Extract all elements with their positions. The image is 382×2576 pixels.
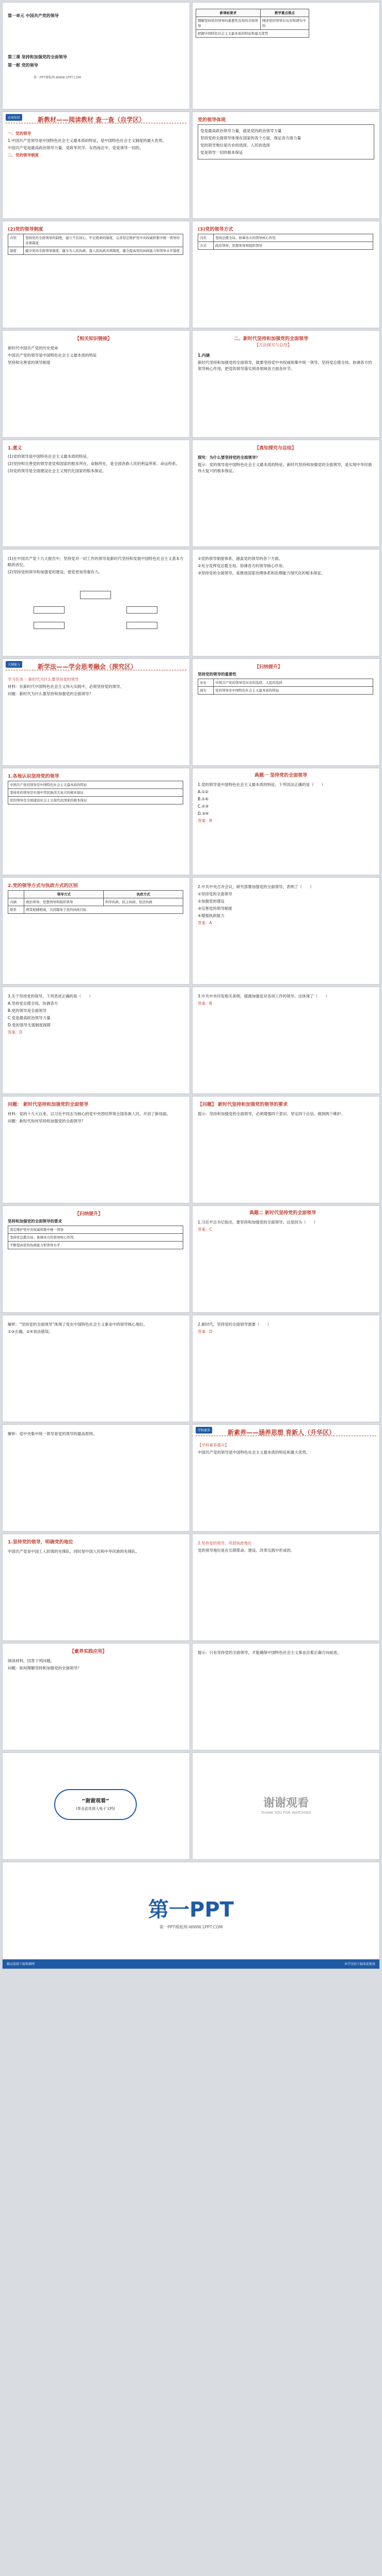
slide-awareness: [2, 768, 190, 875]
option-c[interactable]: C.②③: [198, 804, 209, 809]
quiz-answer: 答案：C: [198, 1227, 212, 1232]
quiz-answer: 答案：B: [198, 818, 212, 823]
cell-standard: 理解坚持党的领导的重要性及党的全面领导: [196, 17, 261, 30]
slide-summary: [192, 658, 380, 766]
brand-text: 第一PPT模板网-WWW.1PPT.COM: [34, 76, 82, 79]
cell-extra: 把握中国特色社会主义最本质的特征和最大优势: [196, 30, 309, 38]
slide-analysis1: [2, 1315, 190, 1422]
summary-heading: 坚持和加强党的全面领导的要求: [8, 1219, 62, 1223]
slide-quiz2: [192, 877, 380, 985]
inquiry-question: 探究：为什么要坚持党的全面领导？: [198, 455, 260, 460]
row-text: 健全党的全面领导制度，健全为人民执政、靠人民执政各项制度，健全提高党的执政能力和领导水平制度: [24, 247, 183, 255]
slide-thanks-link: [2, 1752, 190, 1860]
slide-significance: [2, 440, 190, 547]
para-3: ③坚持党的全面领导，是推进国家治理体系和治理能力现代化的根本保证。: [198, 571, 325, 575]
slide-heading: 【素养实践应用】: [70, 1649, 107, 1654]
slide-analysis2: [2, 1424, 190, 1532]
slide-inquiry: [192, 440, 380, 547]
frame-title: 第一框 党的领导: [8, 63, 38, 68]
slide-summary2: [2, 1205, 190, 1313]
point-4: 党是领导一切的根本保证: [200, 150, 243, 155]
slide-literacy: [192, 1424, 380, 1532]
para-1: ①党的领导制度体系，涵盖党的领导的各个方面。: [198, 556, 283, 561]
link-2: 中国共产党的领导是中国特色社会主义最本质的特征: [8, 353, 97, 358]
header-standard: 新课标要求: [196, 9, 261, 17]
option-a[interactable]: A.坚持党总揽全局、协调各方: [8, 1001, 58, 1006]
slide-heading: 二、新时代坚持和加强党的全面领导: [234, 336, 309, 342]
mindmap-node: [126, 606, 157, 614]
thanks-subheading: THANK YOU FOR WATCHING: [261, 1811, 311, 1815]
header-key: 教学重点难点: [260, 9, 309, 17]
quiz-answer: 答案：A: [198, 921, 212, 925]
task-material: 材料：在新时代中国特色社会主义伟大实践中，必须坚持党的领导。: [8, 684, 124, 689]
lesson-title: 第三课 坚持和加强党的全面领导: [8, 55, 67, 59]
quiz-answer: 答案：D: [198, 1329, 213, 1334]
reading-p2: 中国共产党是最高政治领导力量，党政军民学、东西南北中，党是领导一切的。: [8, 146, 144, 150]
option-a[interactable]: ①坚持党的全面领导: [198, 892, 232, 896]
footer-left: 精品优质下载资源网: [7, 1962, 35, 1966]
slide-heading: (3)党的领导方式: [198, 227, 233, 232]
option-d[interactable]: D.党的领导无需制度保障: [8, 1023, 51, 1027]
slide-points: [192, 549, 380, 656]
para-2: ②充分发挥党总揽全局、协调各方的领导核心作用。: [198, 564, 286, 568]
inquiry-hint: 提示：党的领导是中国特色社会主义最本质的特征。新时代坚持和加强党的全面领导，是实现中华民族伟大复兴的根本保证。: [198, 462, 372, 473]
slide-mindmap: [2, 549, 190, 656]
objectives-table: [196, 9, 309, 38]
cell-govern: 科学执政、民主执政、依法执政: [104, 898, 183, 906]
thanks-sub: (单击此处进入电子文档): [76, 1807, 115, 1811]
slide-status: [2, 1534, 190, 1641]
row-label: 制度: [8, 247, 24, 255]
point-3: 党的领导地位是历史的选择、人民的选择: [200, 143, 270, 148]
slide-system: [2, 221, 190, 328]
slide-hint: [192, 1643, 380, 1750]
row-label: 现实: [198, 687, 214, 695]
slide-quiz5: [192, 1205, 380, 1313]
quiz-question: 3.中共中央印发相关条例，强调加强党对各项工作的领导。这体现了（ ）: [198, 994, 329, 999]
mindmap-node: [34, 606, 65, 614]
summary-heading: 坚持党的领导的重要性: [198, 672, 236, 677]
slide-links: [2, 330, 190, 438]
module-title: 新素养——涵养思想 育新人（升华区）: [228, 1429, 336, 1436]
system-table: [8, 234, 183, 255]
option-d[interactable]: D.③④: [198, 811, 209, 816]
module-badge: 学科素养: [196, 1427, 212, 1434]
task-question: 问题：新时代为什么要坚持和加强党的全面领导？: [8, 691, 93, 696]
row-text: 不断提高党的执政能力和领导水平: [8, 1242, 183, 1249]
cell-key: 阐述党的领导在历史和现实中的: [260, 17, 309, 30]
slide-quiz3: [2, 987, 190, 1094]
slide-heading: 【问题】 新时代坚持和加强党的领导的要求: [198, 1102, 288, 1107]
quiz-question: 1.习近平总书记指出，要坚持和加强党的全面领导。这是因为（ ）: [198, 1220, 318, 1225]
para-heading: 2.坚持党的领导，巩固执政地位: [198, 1541, 252, 1545]
slide-heading: 典题二 新时代坚持党的全面领导: [249, 1211, 316, 1216]
literacy-heading: 【学科素养提升】: [198, 1443, 229, 1447]
compare-table: [8, 890, 183, 914]
row-text: 政治领导、思想领导和组织领导: [214, 242, 373, 250]
practice-material: 阅读材料，回答下列问题。: [8, 1659, 54, 1663]
point-1: 党是最高政治领导力量，就是党的政治领导力量: [200, 128, 282, 133]
row-label: 内容: [8, 234, 24, 247]
quiz-answer: 答案：D: [8, 1030, 23, 1035]
para-1: (1)党的领导是中国特色社会主义最本质的特征。: [8, 454, 91, 459]
slide-subheading: 【方法探究与总结】: [254, 343, 292, 347]
slide-quiz6: [192, 1315, 380, 1422]
para-text: 党的领导地位是在长期革命、建设、改革实践中形成的。: [198, 1548, 295, 1553]
row-label: 内容: [198, 234, 214, 242]
slide-heading: 问题： 新时代坚持和加强党的全面领导: [8, 1102, 89, 1107]
slide-heading: (2)党的领导制度: [8, 227, 43, 232]
slide-heading: 典题一 坚持党的全面领导: [254, 773, 308, 778]
row-label: 内涵: [8, 898, 24, 906]
thanks-heading: 谢谢观看: [263, 1797, 309, 1810]
slide-heading: 【真知探究与总结】: [254, 446, 297, 451]
thanks-button[interactable]: [54, 1789, 137, 1820]
mindmap-node: [34, 622, 65, 629]
slide-thanks: [192, 1752, 380, 1860]
link-1: 新时代中国共产党的历史使命: [8, 346, 58, 350]
quiz-answer: 答案：B: [198, 1001, 212, 1006]
reading-heading: 一、党的领导: [8, 131, 31, 136]
slide-heading: 2.党的领导方式与执政方式的区别: [8, 883, 78, 889]
row-text: 党的领导是全面建设社会主义现代化国家的根本保证: [8, 797, 183, 804]
header-lead: 领导方式: [24, 891, 104, 898]
module-title: 新学法——学会思考融会（探究区）: [38, 663, 137, 670]
module-title: 新教材——阅读教材 查一查（自学区）: [38, 116, 146, 123]
option-a[interactable]: A.①②: [198, 790, 209, 794]
option-c[interactable]: C.党是最高政治领导力量: [8, 1016, 51, 1020]
slide-task2: [2, 1096, 190, 1203]
summary-table: [198, 679, 373, 695]
option-b[interactable]: B.党的领导是全面领导: [8, 1008, 47, 1013]
row-label: 方式: [198, 242, 214, 250]
mindmap-center: [80, 591, 111, 599]
slide-practice: [2, 1643, 190, 1750]
option-b[interactable]: B.①④: [198, 797, 209, 801]
slide-consolidate: [192, 1534, 380, 1641]
slide-objectives: [192, 2, 380, 109]
quiz-question: 1.党的领导是中国特色社会主义最本质的特征。下列说法正确的是（ ）: [198, 782, 326, 787]
summary-table: [8, 1226, 183, 1249]
reading-p1: 1.中国共产党领导是中国特色社会主义最本质的特征，是中国特色社会主义制度的最大优势。: [8, 138, 167, 143]
para-2: (2)坚持党的领导和加强党的建设，使党更加坚强有力。: [8, 570, 103, 574]
module-header: [6, 114, 186, 123]
literacy-text: 中国共产党的领导是中国特色社会主义最本质的特征和最大优势。: [198, 1450, 310, 1455]
row-text: 坚持党的领导是实现中华民族伟大复兴的根本保证: [8, 789, 183, 797]
task-material: 材料：党的十九大以来，以习近平同志为核心的党中央团结带领全国各族人民，开创了新局面。: [8, 1112, 170, 1116]
analysis-2: ①③正确。②④说法错误。: [8, 1329, 53, 1334]
header-govern: 执政方式: [104, 891, 183, 898]
slide-compare: [2, 877, 190, 985]
slide-heading: 【相关知识链接】: [75, 336, 113, 342]
slide-quiz1: [192, 768, 380, 875]
slide-question: [192, 1096, 380, 1203]
slide-method: [192, 221, 380, 328]
row-text: 坚持党总揽全局、协调各方的领导核心作用: [8, 1234, 183, 1242]
slide-heading: 1.各地认识坚持党的领导: [8, 774, 59, 779]
module-header: [6, 661, 186, 670]
point-2: 坚持党的全面领导体现在国家的各个方面，保证各方面力量: [200, 136, 301, 140]
para-text: 新时代坚持和加强党的全面领导，就要坚持党中央权威和集中统一领导，坚持党总揽全局、协调各方的领导核心作用，把党的领导落实到各领域各方面各环节。: [198, 360, 372, 371]
awareness-table: [8, 781, 183, 804]
option-b[interactable]: ②加强党的建设: [198, 899, 225, 904]
footer-bar: [3, 1959, 379, 1969]
slide-quiz4: [192, 987, 380, 1094]
module-header: [196, 1427, 376, 1436]
slide-explore: [2, 658, 190, 766]
slide-heading: 1.意义: [8, 446, 22, 451]
row-text: 中国共产党的领导是历史的选择、人民的选择: [214, 679, 373, 687]
mindmap-node: [126, 622, 157, 629]
cell-lead: 政治领导、思想领导和组织领导: [24, 898, 104, 906]
row-text: 党的领导是中国特色社会主义最本质的特征: [214, 687, 373, 695]
slide-heading: 【归纳提升】: [75, 1212, 103, 1217]
analysis-1: 解析：党中央集中统一领导是党的领导的最高原则。: [8, 1431, 97, 1436]
quiz-question: 2.新时代，坚持党的全面领导需要（ ）: [198, 1322, 272, 1327]
slide-heading: 党的领导体现: [198, 118, 226, 123]
brand-subtitle: 第一PPT模板网-WWW.1PPT.COM: [159, 1925, 223, 1929]
unit-title: 第一单元 中国共产党的领导: [8, 13, 59, 18]
para-heading: 1.内涵: [198, 353, 210, 358]
option-c[interactable]: ③完善党的领导制度: [198, 906, 232, 911]
cell-relation: 两者相辅相成，共同服务于党的执政目标: [24, 906, 183, 914]
module-badge: 关键能力: [6, 661, 22, 668]
link-3: 坚持和完善党的领导制度: [8, 360, 51, 365]
slide-heading: 1.坚持党的领导，明确党的地位: [8, 1540, 73, 1545]
task-title: 学习任务一 新时代为什么要坚持党的领导: [8, 677, 79, 682]
row-label: 历史: [198, 679, 214, 687]
slide-reading: [2, 111, 190, 219]
reading-heading2: 二、党的领导制度: [8, 153, 39, 157]
slide-heading: 【归纳提升】: [254, 665, 283, 670]
row-text: 中国共产党的领导是中国特色社会主义最本质的特征: [8, 781, 183, 789]
task-question: 问题：新时代如何坚持和加强党的全面领导？: [8, 1119, 85, 1123]
quiz-question: 2.中共中央召开会议，研究部署加强党的全面领导，表明了（ ）: [198, 884, 314, 889]
row-text: 坚定维护党中央权威和集中统一领导: [8, 1226, 183, 1234]
method-table: [198, 234, 373, 250]
thanks-title: “谢谢观看”: [82, 1798, 109, 1804]
practice-question: 问题：如何理解坚持和加强党的全面领导？: [8, 1666, 82, 1670]
para-1: 中国共产党是中国工人阶级的先锋队，同时是中国人民和中华民族的先锋队。: [8, 1549, 139, 1554]
para-1: (1)在中国共产党十九大报告中，坚持党对一切工作的领导是新时代坚持和发展中国特色社会主义基本方略的首位。: [8, 556, 184, 567]
slide-title: [2, 2, 190, 109]
module-badge: 必备知识: [6, 114, 22, 121]
para-3: (3)党的领导是全面建设社会主义现代化国家的根本保证。: [8, 469, 106, 473]
hint-text: 提示：只有坚持党的全面领导，才能确保中国特色社会主义事业沿着正确方向前进。: [198, 1650, 341, 1655]
analysis-1: 解析：“坚持党的全面领导”体现了党在中国特色社会主义事业中的领导核心地位。: [8, 1322, 148, 1327]
footer-right: 本节完结下载欢迎使用: [344, 1962, 375, 1966]
brand-logo: 第一PPT: [148, 1898, 234, 1922]
slide-new-era: [192, 330, 380, 438]
para-2: (2)坚持和完善党的领导是党和国家的根本所在、命脉所在，是全国各族人民的利益所系、命运所系。: [8, 461, 180, 466]
option-d[interactable]: ④增强执政能力: [198, 913, 225, 918]
question-hint: 提示：坚持和加强党的全面领导，必须增强四个意识、坚定四个自信、做到两个维护。: [198, 1112, 345, 1116]
slide-leadership: [192, 111, 380, 219]
row-label: 联系: [8, 906, 24, 914]
slide-logo: [2, 1862, 380, 1969]
row-text: 坚持党的全面领导的制度，建立不忘初心、牢记使命的制度，完善坚定维护党中央权威和集中统一领导的各项制度: [24, 234, 183, 247]
quiz-question: 3.关于坚持党的领导，下列表述正确的是（ ）: [8, 994, 93, 999]
row-text: 坚持总揽全局、协调各方的领导核心作用: [214, 234, 373, 242]
